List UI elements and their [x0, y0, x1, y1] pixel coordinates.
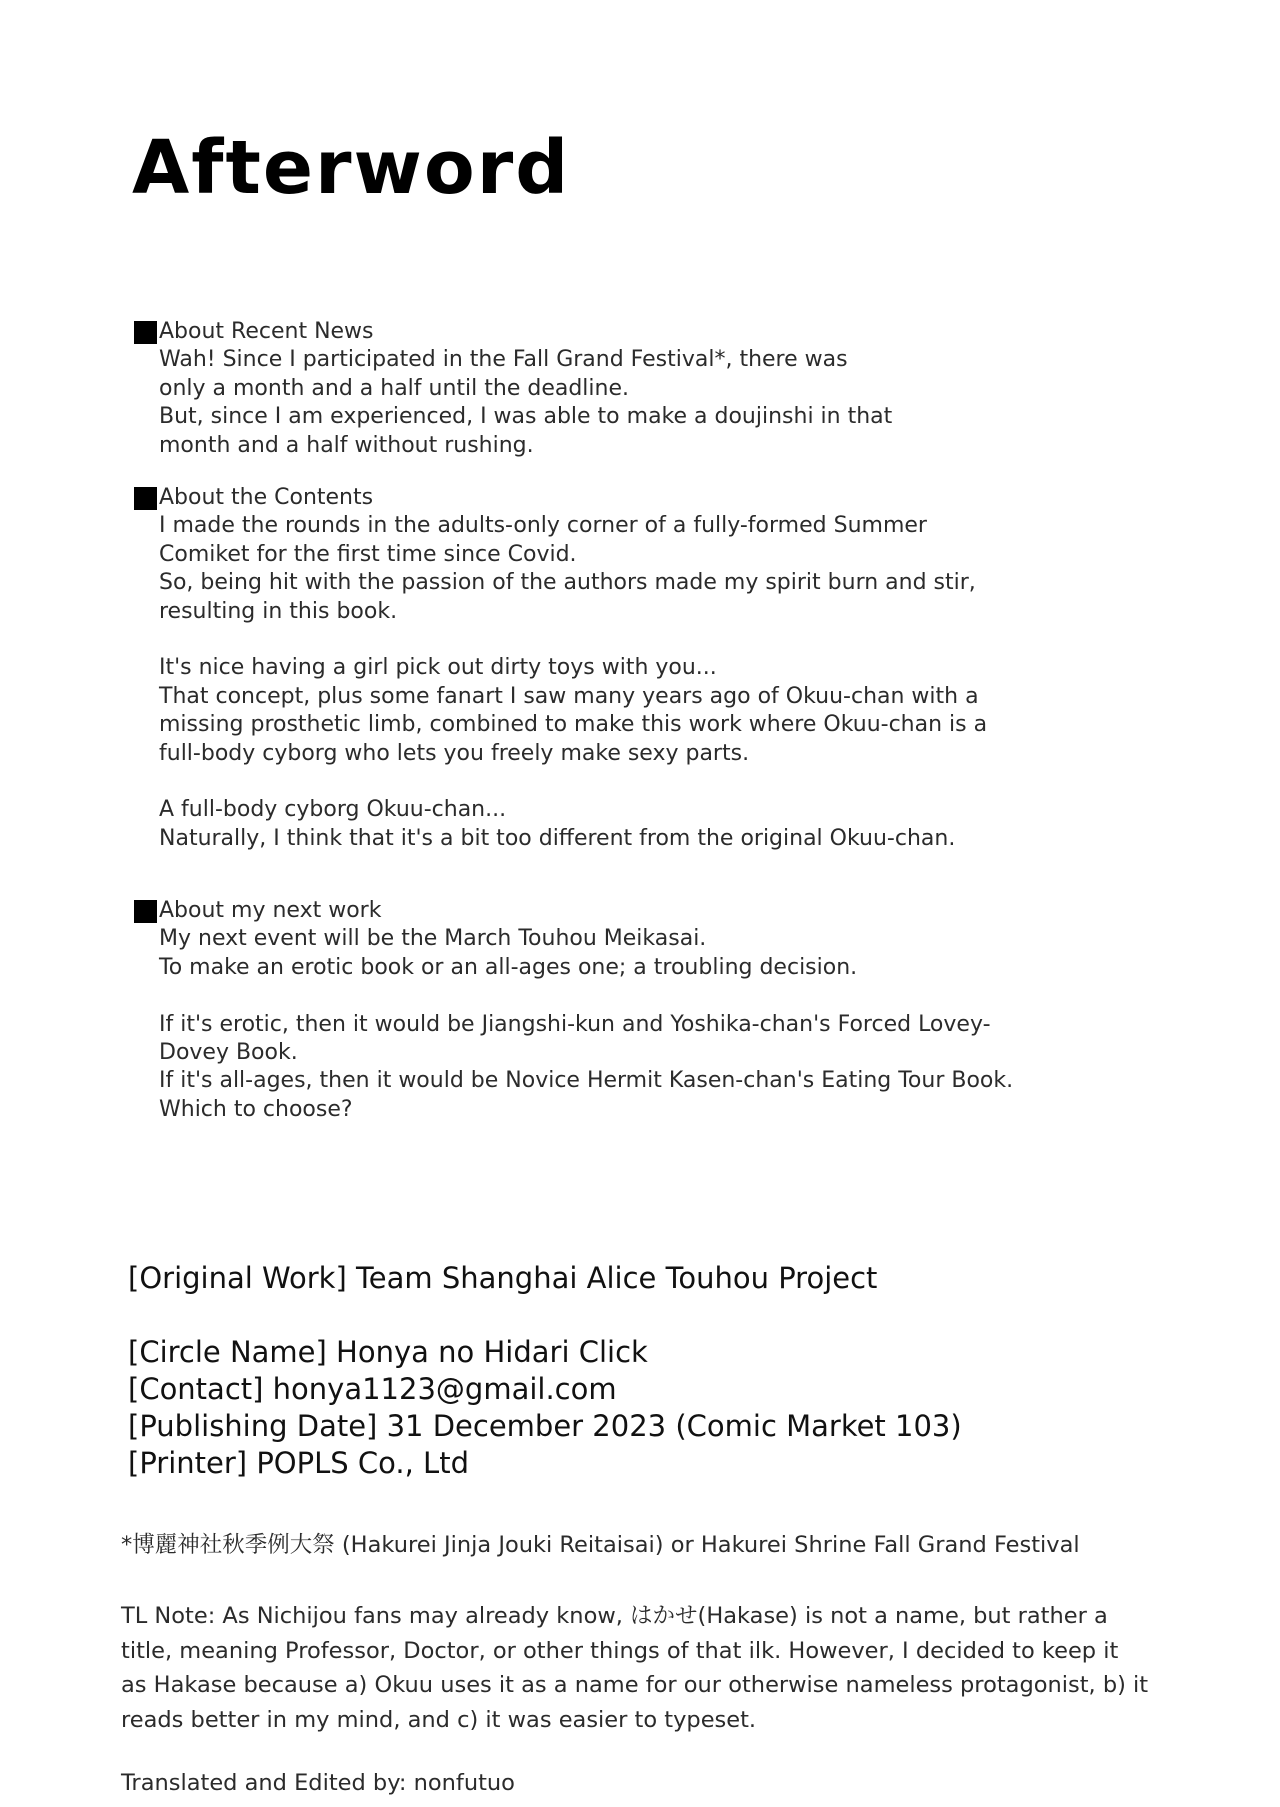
paragraph-line: To make an erotic book or an all-ages one; a troubling decision.: [159, 954, 858, 980]
paragraph-gap: [159, 982, 1013, 1010]
section-next-work: [134, 897, 1013, 1124]
paragraph-line: Which to choose?: [159, 1096, 353, 1122]
paragraph-line: A full-body cyborg Okuu-chan...: [159, 797, 507, 823]
paragraph-line: Dovey Book.: [159, 1040, 298, 1066]
paragraph-line: Naturally, I think that it's a bit too different from the original Okuu-chan.: [159, 825, 956, 851]
black-square-bullet-icon: [134, 487, 157, 510]
credit-contact: [Contact] honya1123@gmail.com: [128, 1372, 617, 1406]
paragraph-line: only a month and a half until the deadline.: [159, 375, 630, 401]
paragraph-line: month and a half without rushing.: [159, 432, 534, 458]
paragraph-gap: [159, 768, 987, 796]
festival-footnote: *博麗神社秋季例大祭 (Hakurei Jinja Jouki Reitaisai) or Hakurei Shrine Fall Grand Festival: [121, 1532, 1080, 1558]
credit-circle-name: [Circle Name] Honya no Hidari Click: [128, 1335, 648, 1369]
paragraph-gap: [159, 626, 987, 654]
credit-original-work: [Original Work] Team Shanghai Alice Touhou Project: [128, 1261, 878, 1295]
paragraph-line: Wah! Since I participated in the Fall Grand Festival*, there was: [159, 347, 848, 373]
tl-note: [121, 1599, 1211, 1737]
paragraph-line: My next event will be the March Touhou Meikasai.: [159, 926, 707, 952]
credits-block: [128, 1260, 962, 1482]
section-contents: [134, 484, 987, 853]
paragraph-line: It's nice having a girl pick out dirty toys with you...: [159, 655, 717, 681]
paragraph-line: I made the rounds in the adults-only corner of a fully-formed Summer: [159, 513, 927, 539]
credit-printer: [Printer] POPLS Co., Ltd: [128, 1446, 469, 1480]
black-square-bullet-icon: [134, 900, 157, 923]
paragraph-line: resulting in this book.: [159, 598, 398, 624]
section-heading-row: [134, 484, 987, 512]
paragraph-line: Comiket for the first time since Covid.: [159, 541, 577, 567]
paragraph-line: If it's erotic, then it would be Jiangshi-kun and Yoshika-chan's Forced Lovey-: [159, 1011, 991, 1037]
paragraph-line: missing prosthetic limb, combined to make this work where Okuu-chan is a: [159, 712, 988, 738]
page-title: Afterword: [132, 125, 571, 211]
tl-note-line: TL Note: As Nichijou fans may already know, はかせ(Hakase) is not a name, but rather a: [121, 1603, 1108, 1629]
section-body: [134, 925, 1013, 1124]
black-square-bullet-icon: [134, 321, 157, 344]
credit-publishing-date: [Publishing Date] 31 December 2023 (Comic Market 103): [128, 1409, 962, 1443]
paragraph-line: So, being hit with the passion of the authors made my spirit burn and stir,: [159, 570, 976, 596]
credit-gap: [128, 1297, 962, 1334]
section-heading: About the Contents: [159, 485, 374, 510]
section-heading: About my next work: [159, 898, 382, 923]
section-body: [134, 346, 892, 460]
section-recent-news: [134, 318, 892, 460]
paragraph-line: But, since I am experienced, I was able to make a doujinshi in that: [159, 404, 893, 430]
paragraph-line: That concept, plus some fanart I saw many years ago of Okuu-chan with a: [159, 683, 979, 709]
translator-credit: Translated and Edited by: nonfutuo: [121, 1770, 515, 1796]
section-body: [134, 512, 987, 853]
tl-note-line: title, meaning Professor, Doctor, or other things of that ilk. However, I decided to keep it: [121, 1637, 1119, 1664]
section-heading-row: [134, 897, 1013, 925]
tl-note-line: reads better in my mind, and c) it was easier to typeset.: [121, 1706, 757, 1733]
tl-note-line: as Hakase because a) Okuu uses it as a name for our otherwise nameless protagonist, b) it: [121, 1672, 1149, 1698]
section-heading: About Recent News: [159, 319, 374, 344]
paragraph-line: If it's all-ages, then it would be Novice Hermit Kasen-chan's Eating Tour Book.: [159, 1068, 1014, 1094]
paragraph-line: full-body cyborg who lets you freely make sexy parts.: [159, 740, 750, 766]
section-heading-row: [134, 318, 892, 346]
